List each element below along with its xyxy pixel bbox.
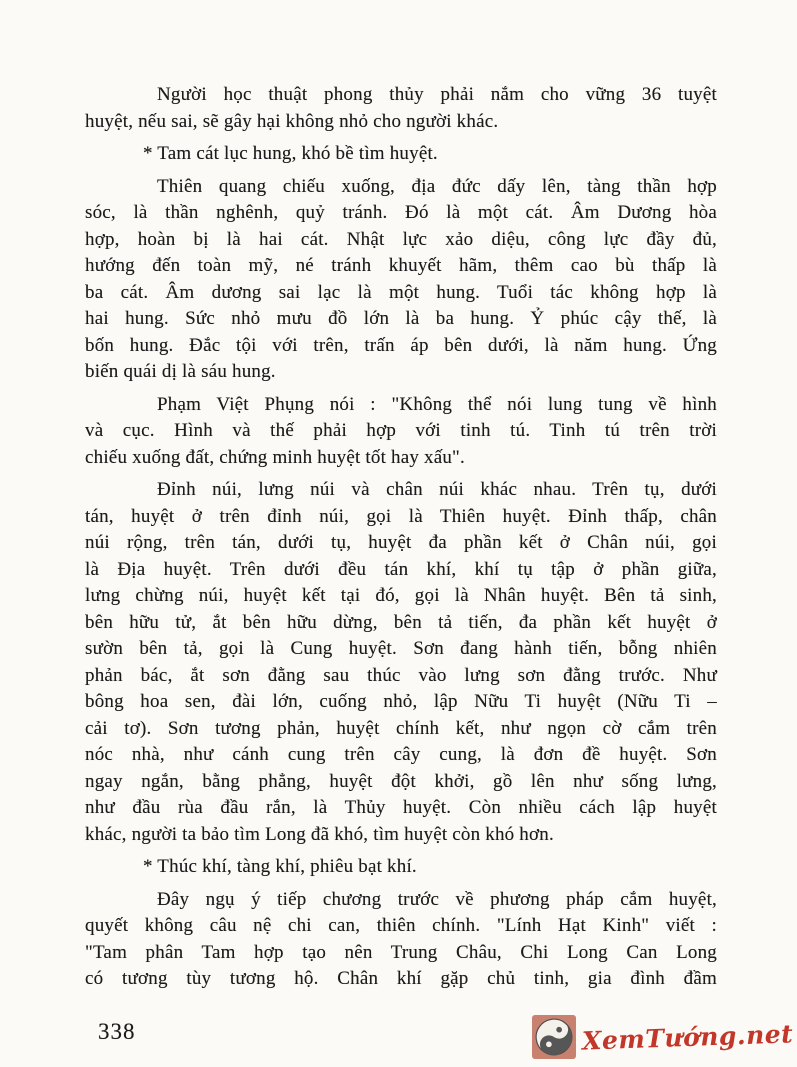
text-line: bông hoa sen, đài lớn, cuống nhỏ, lập Nữu Ti huyệt (Nữu Ti – (85, 691, 717, 712)
text-line: ngay ngắn, bằng phẳng, huyệt đột khởi, gồ lên như sống lưng, (85, 770, 717, 792)
text-line: bên hữu tử, ắt bên hữu dừng, bên tả tiến, đa phần kết huyệt ở (85, 611, 717, 633)
text-line: cải tơ). Sơn tương phản, huyệt chính kết, như ngọn cờ cắm trên (85, 717, 717, 739)
text-line: như đầu rùa đầu rắn, là Thủy huyệt. Còn nhiều cách lập huyệt (85, 797, 717, 818)
text-line: quyết không câu nệ chi can, thiên chính. "Lính Hạt Kinh" viết : (85, 915, 717, 936)
watermark-text: XemTướng.net (581, 1018, 794, 1056)
text-line: ba cát. Âm dương sai lạc là một hung. Tuổi tác không hợp là (85, 281, 717, 303)
bullet-paragraph (85, 141, 717, 168)
watermark (532, 1015, 793, 1059)
bullet-paragraph (85, 854, 717, 881)
text-line: * Thúc khí, tàng khí, phiêu bạt khí. (143, 856, 417, 877)
text-line: chiếu xuống đất, chứng minh huyệt tốt hay xấu". (85, 446, 465, 468)
text-line: * Tam cát lục hung, khó bề tìm huyệt. (143, 143, 438, 164)
text-line: Thiên quang chiếu xuống, địa đức dấy lên, tàng thần hợp (157, 175, 717, 197)
text-line: Người học thuật phong thủy phải nắm cho vững 36 tuyệt (157, 84, 717, 105)
text-line: hai hung. Sức nhỏ mưu đồ lớn là ba hung. Ỷ phúc cậy thế, là (85, 308, 717, 329)
text-line: khác, người ta bảo tìm Long đã khó, tìm huyệt còn khó hơn. (85, 823, 554, 845)
text-line: Đỉnh núi, lưng núi và chân núi khác nhau. Trên tụ, dưới (157, 479, 717, 500)
text-line: là Địa huyệt. Trên dưới đều tán khí, khí tụ tập ở phần giữa, (85, 558, 717, 580)
text-line: tán, huyệt ở trên đỉnh núi, gọi là Thiên huyệt. Đỉnh thấp, chân (85, 505, 717, 527)
text-line: Đây ngụ ý tiếp chương trước về phương pháp cắm huyệt, (157, 888, 717, 910)
text-line: và cục. Hình và thế phải hợp với tinh tú. Tinh tú trên trời (85, 420, 717, 441)
text-line: có tương tùy tương hộ. Chân khí gặp chủ tinh, gia đình đầm (85, 968, 717, 989)
page-footer (0, 997, 797, 1067)
text-line: nóc nhà, như cánh cung trên cây cung, là đơn đề huyệt. Sơn (85, 744, 717, 765)
text-line: lưng chừng núi, huyệt kết tại đó, gọi là Nhân huyệt. Bên tả sinh, (85, 585, 717, 606)
paragraph (85, 82, 717, 135)
text-line: bốn hung. Đắc tội với trên, trấn áp bên dưới, là năm hung. Ứng (85, 334, 717, 356)
text-line: biến quái dị là sáu hung. (85, 361, 276, 382)
paragraph (85, 887, 717, 993)
paragraph (85, 477, 717, 848)
text-line: phản bác, ắt sơn đằng sau thúc vào lưng sơn đằng trước. Như (85, 664, 717, 686)
text-line: sườn bên tả, gọi là Cung huyệt. Sơn đang hành tiến, bỗng nhiên (85, 638, 717, 659)
paragraph (85, 174, 717, 386)
text-line: huyệt, nếu sai, sẽ gây hại không nhỏ cho người khác. (85, 110, 499, 132)
yin-yang-icon (532, 1015, 576, 1059)
page-number: 338 (98, 1019, 136, 1044)
text-line: hướng đến toàn mỹ, né tránh khuyết hãm, thêm cao bù thấp là (85, 255, 717, 276)
page-text (85, 82, 717, 993)
paragraph (85, 392, 717, 472)
text-line: sóc, là thần nghênh, quỷ tránh. Đó là một cát. Âm Dương hòa (85, 202, 717, 223)
text-line: hợp, hoàn bị là hai cát. Nhật lực xảo diệu, công lực đầy đủ, (85, 228, 717, 250)
text-line: Phạm Việt Phụng nói : "Không thể nói lung tung về hình (157, 393, 717, 415)
text-line: núi rộng, trên tán, dưới tụ, huyệt đa phần kết ở Chân núi, gọi (85, 532, 717, 553)
text-line: "Tam phân Tam hợp tạo nên Trung Châu, Chi Long Can Long (85, 941, 717, 963)
